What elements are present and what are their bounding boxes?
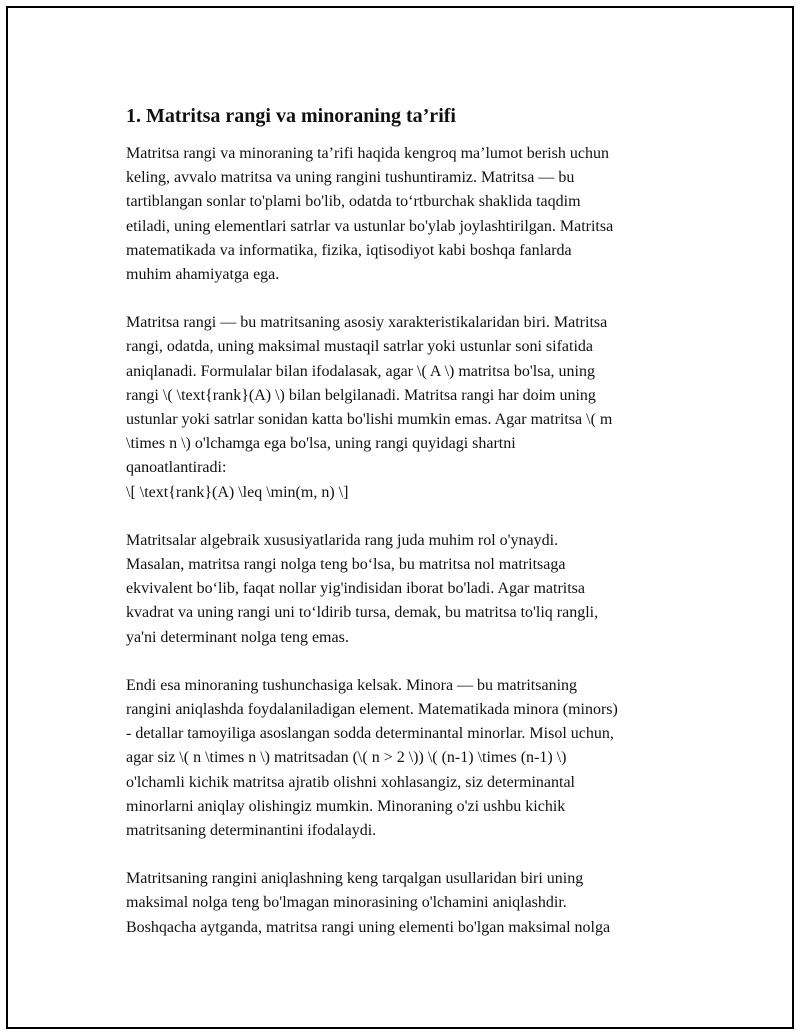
text-line: muhim ahamiyatga ega. xyxy=(126,266,280,284)
text-line: ya'ni determinant nolga teng emas. xyxy=(126,628,349,646)
text-line: ekvivalent bo‘lib, faqat nollar yig'indisidan iborat bo'ladi. Agar matritsa xyxy=(126,580,585,598)
paragraph-rank-by-minors xyxy=(126,867,696,940)
text-line: \times n \) o'lchamga ega bo'lsa, uning rangi quyidagi shartni xyxy=(126,435,516,453)
text-line: Masalan, matritsa rangi nolga teng bo‘lsa, bu matritsa nol matritsaga xyxy=(126,556,566,574)
page-frame xyxy=(6,6,794,1029)
text-line: rangini aniqlashda foydalaniladigan element. Matematikada minora (minors) xyxy=(126,701,618,719)
formula-line: \[ \text{rank}(A) \leq \min(m, n) \] xyxy=(126,483,349,501)
text-line: minorlarni aniqlay olishingiz mumkin. Minoraning o'zi ushbu kichik xyxy=(126,797,566,815)
text-line: rangi, odatda, uning maksimal mustaqil satrlar yoki ustunlar soni sifatida xyxy=(126,338,594,356)
paragraph-minors xyxy=(126,674,696,843)
paragraph-rank-properties xyxy=(126,529,696,650)
text-line: matritsaning determinantini ifodalaydi. xyxy=(126,822,377,840)
text-line: maksimal nolga teng bo'lmagan minorasining o'lchamini aniqlashdir. xyxy=(126,894,567,912)
text-line: aniqlanadi. Formulalar bilan ifodalasak, agar \( A \) matritsa bo'lsa, uning xyxy=(126,362,595,380)
paragraph-matrix-intro xyxy=(126,142,696,287)
text-line: agar siz \( n \times n \) matritsadan (\( n > 2 \)) \( (n-1) \times (n-1) \) xyxy=(126,749,567,767)
text-line: kvadrat va uning rangi uni to‘ldirib tursa, demak, bu matritsa to'liq rangli, xyxy=(126,604,599,622)
text-line: ustunlar yoki satrlar sonidan katta bo'lishi mumkin emas. Agar matritsa \( m xyxy=(126,411,613,429)
text-line: keling, avvalo matritsa va uning rangini tushuntiramiz. Matritsa — bu xyxy=(126,169,575,187)
text-line: Matritsalar algebraik xususiyatlarida rang juda muhim rol o'ynaydi. xyxy=(126,531,559,549)
section-title: 1. Matritsa rangi va minoraning ta’rifi xyxy=(126,105,456,127)
text-line: o'lchamli kichik matritsa ajratib olishni xohlasangiz, siz determinantal xyxy=(126,773,575,791)
text-line: rangi \( \text{rank}(A) \) bilan belgilanadi. Matritsa rangi har doim uning xyxy=(126,386,596,404)
text-line: Matritsaning rangini aniqlashning keng tarqalgan usullaridan biri uning xyxy=(126,870,584,888)
text-line: qanoatlantiradi: xyxy=(126,459,227,477)
text-line: tartiblangan sonlar to'plami bo'lib, odatda to‘rtburchak shaklida taqdim xyxy=(126,193,581,211)
document-body xyxy=(126,103,696,964)
text-line: etiladi, uning elementlari satrlar va ustunlar bo'ylab joylashtirilgan. Matritsa xyxy=(126,217,614,235)
paragraph-matrix-rank xyxy=(126,311,696,505)
text-line: Boshqacha aytganda, matritsa rangi uning elementi bo'lgan maksimal nolga xyxy=(126,918,611,936)
text-line: Endi esa minoraning tushunchasiga kelsak. Minora — bu matritsaning xyxy=(126,676,578,694)
text-line: Matritsa rangi va minoraning ta’rifi haqida kengroq ma’lumot berish uchun xyxy=(126,145,609,162)
text-line: Matritsa rangi — bu matritsaning asosiy xarakteristikalaridan biri. Matritsa xyxy=(126,314,608,332)
text-line: - detallar tamoyiliga asoslangan sodda determinantal minorlar. Misol uchun, xyxy=(126,725,614,743)
text-line: matematikada va informatika, fizika, iqtisodiyot kabi boshqa fanlarda xyxy=(126,241,572,259)
